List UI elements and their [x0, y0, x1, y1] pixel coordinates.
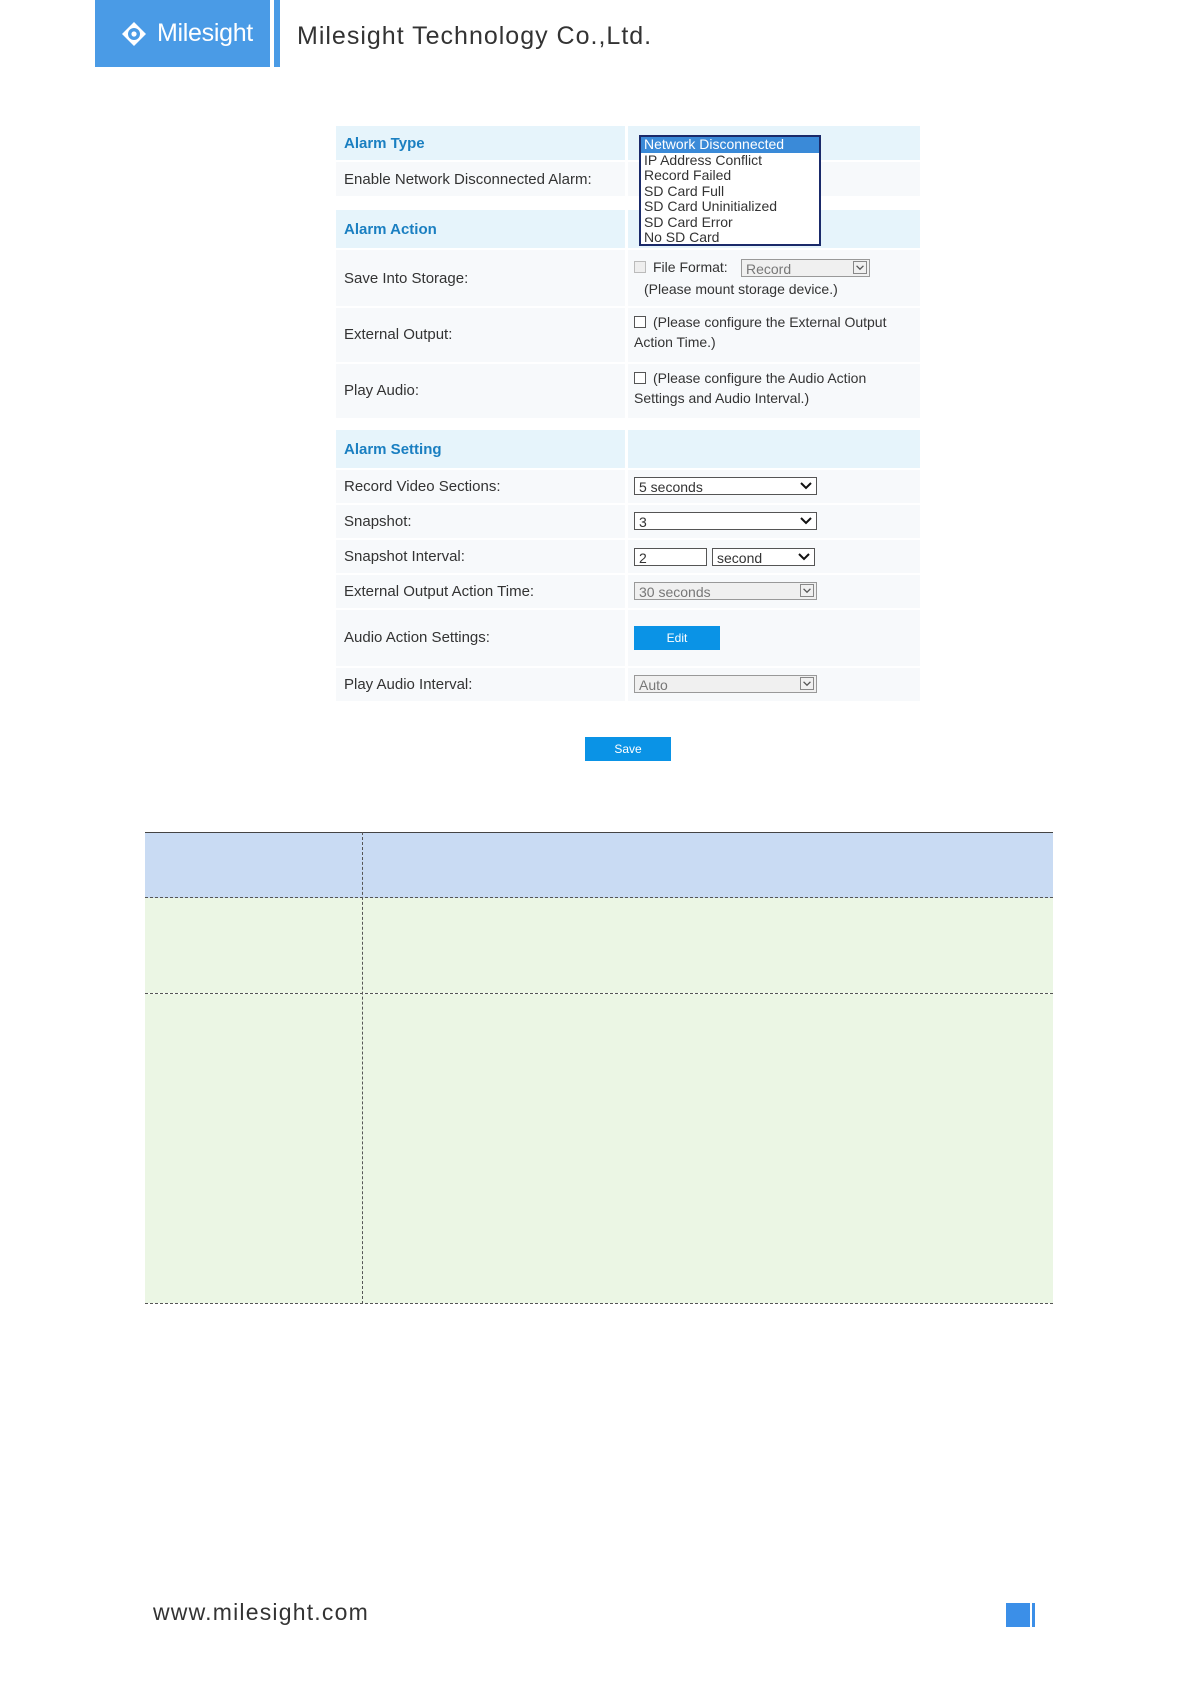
table-header-row: [145, 832, 1053, 898]
alarm-type-option[interactable]: No SD Card: [644, 229, 720, 245]
external-output-label: External Output:: [344, 326, 453, 343]
save-storage-row: [336, 250, 920, 306]
play-audio-label: Play Audio:: [344, 382, 420, 399]
record-sections-row: [336, 470, 920, 503]
alarm-type-title: Alarm Type: [344, 135, 425, 152]
alarm-setting-section: [336, 430, 920, 468]
play-audio-checkbox[interactable]: [634, 372, 646, 384]
parameter-table: [145, 832, 1053, 1304]
table-divider: [145, 1303, 1053, 1304]
play-audio-note-1: (Please configure the Audio Action: [653, 370, 867, 386]
save-storage-checkbox[interactable]: [634, 261, 646, 273]
record-sections-select[interactable]: [634, 477, 817, 495]
enable-alarm-row: [336, 162, 920, 196]
alarm-setting-title: Alarm Setting: [344, 441, 442, 458]
snapshot-value: 3: [639, 514, 647, 530]
record-sections-value: 5 seconds: [639, 479, 703, 495]
table-column-divider: [362, 832, 363, 1304]
alarm-type-section: [336, 126, 920, 160]
play-interval-select[interactable]: [634, 675, 817, 693]
audio-settings-label: Audio Action Settings:: [344, 629, 490, 646]
external-output-note-1: (Please configure the External Output: [653, 314, 887, 330]
storage-note: (Please mount storage device.): [644, 281, 838, 297]
save-storage-label: Save Into Storage:: [344, 270, 469, 287]
ext-output-time-select[interactable]: [634, 582, 817, 600]
logo: [95, 0, 270, 67]
page-marker: [1006, 1603, 1030, 1627]
chevron-down-icon: [797, 551, 811, 563]
ext-output-time-row: [336, 575, 920, 608]
milesight-logo-icon: [121, 21, 147, 47]
page-marker-bar: [1032, 1603, 1035, 1627]
file-format-value: Record: [746, 261, 792, 277]
save-button[interactable]: Save: [585, 737, 671, 761]
edit-button[interactable]: Edit: [634, 626, 720, 650]
snapshot-row: [336, 505, 920, 538]
alarm-action-section: [336, 210, 920, 248]
snapshot-interval-input[interactable]: 2: [634, 548, 707, 566]
snapshot-interval-unit-value: second: [717, 550, 763, 566]
play-audio-note-2: Settings and Audio Interval.): [634, 390, 810, 406]
external-output-row: [336, 308, 920, 362]
chevron-down-icon: [800, 584, 814, 597]
external-output-checkbox[interactable]: [634, 316, 646, 328]
snapshot-select[interactable]: [634, 512, 817, 530]
snapshot-label: Snapshot:: [344, 513, 412, 530]
table-divider: [145, 897, 1053, 898]
enable-alarm-label: Enable Network Disconnected Alarm:: [344, 171, 592, 188]
play-interval-row: [336, 668, 920, 701]
header-divider: [274, 0, 280, 67]
table-row: [145, 994, 1053, 1303]
alarm-type-option[interactable]: Record Failed: [644, 167, 732, 183]
file-format-select[interactable]: [741, 259, 870, 277]
alarm-type-option[interactable]: Network Disconnected: [641, 137, 819, 153]
alarm-type-option[interactable]: SD Card Error: [644, 213, 733, 230]
company-name: Milesight Technology Co.,Ltd.: [297, 22, 653, 50]
play-interval-value: Auto: [639, 677, 668, 693]
audio-settings-row: [336, 610, 920, 666]
logo-text: Milesight: [157, 19, 253, 47]
play-interval-label: Play Audio Interval:: [344, 676, 473, 693]
file-format-label: File Format:: [653, 259, 728, 275]
alarm-action-title: Alarm Action: [344, 221, 437, 238]
snapshot-interval-unit-select[interactable]: [712, 548, 815, 566]
snapshot-interval-row: [336, 540, 920, 573]
record-sections-label: Record Video Sections:: [344, 478, 501, 495]
table-divider: [145, 993, 1053, 994]
table-row: [145, 898, 1053, 993]
chevron-down-icon: [800, 677, 814, 690]
footer-url: www.milesight.com: [153, 1599, 369, 1625]
ext-output-time-value: 30 seconds: [639, 584, 711, 600]
alarm-type-option[interactable]: SD Card Full: [644, 182, 725, 199]
alarm-type-dropdown[interactable]: [639, 135, 821, 246]
ext-output-time-label: External Output Action Time:: [344, 583, 535, 600]
alarm-type-option[interactable]: IP Address Conflict: [644, 151, 763, 168]
alarm-type-option[interactable]: SD Card Uninitialized: [644, 198, 778, 214]
snapshot-interval-label: Snapshot Interval:: [344, 548, 465, 565]
external-output-note-2: Action Time.): [634, 334, 716, 350]
chevron-down-icon: [799, 480, 813, 492]
chevron-down-icon: [853, 261, 867, 274]
chevron-down-icon: [799, 515, 813, 527]
play-audio-row: [336, 364, 920, 418]
